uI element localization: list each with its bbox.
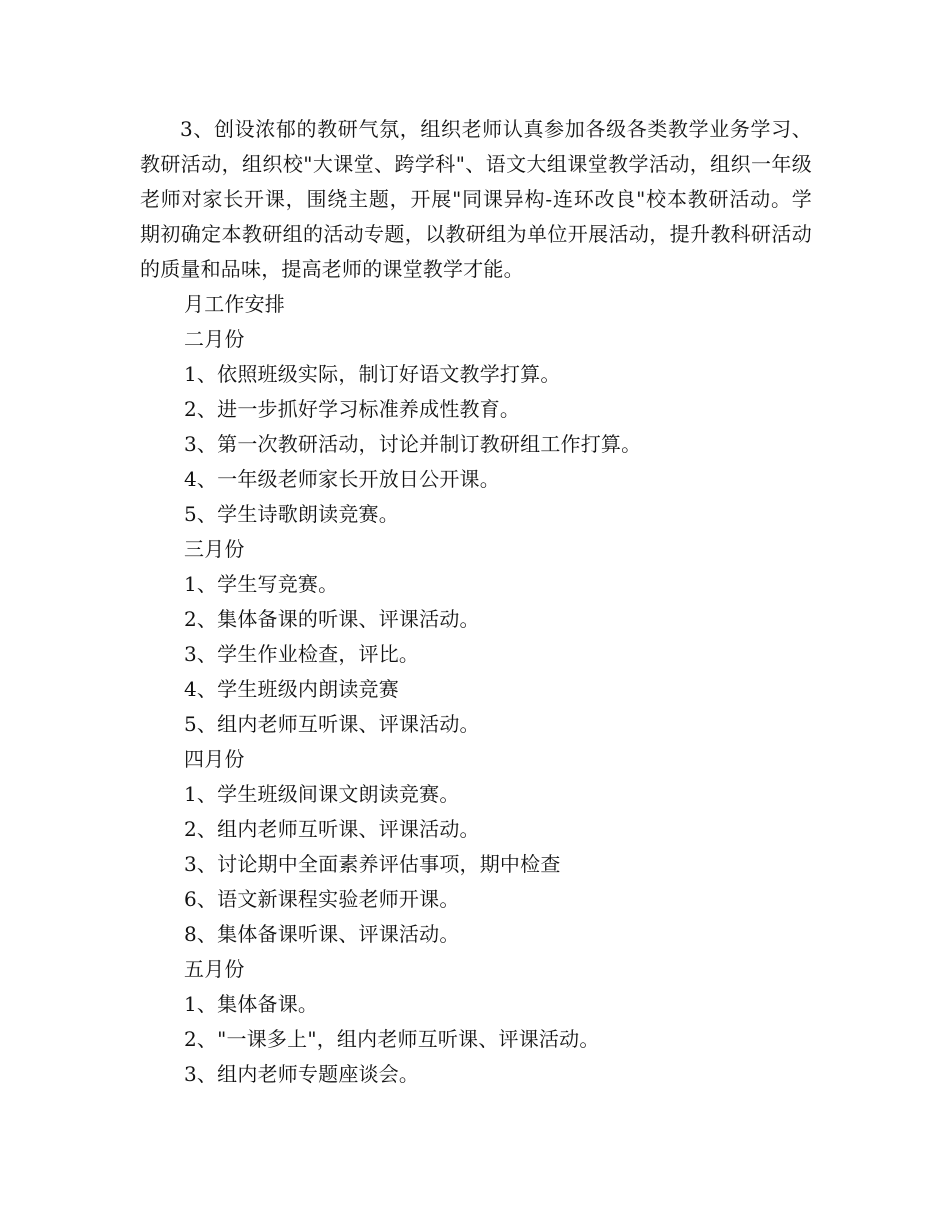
list-item: 3、学生作业检查，评比。 (184, 642, 420, 666)
month-heading-february: 二月份 (184, 327, 245, 351)
list-item: 4、一年级老师家长开放日公开课。 (184, 467, 500, 491)
list-item: 1、学生写竞赛。 (184, 572, 339, 596)
list-item: 5、组内老师互听课、评课活动。 (184, 712, 480, 736)
list-item: 3、讨论期中全面素养评估事项，期中检查 (184, 852, 561, 876)
list-item: 2、"一课多上"，组内老师互听课、评课活动。 (184, 1027, 600, 1051)
list-item: 2、集体备课的听课、评课活动。 (184, 607, 480, 631)
list-item: 4、学生班级内朗读竞赛 (184, 677, 399, 701)
section-heading-monthly-plan: 月工作安排 (184, 292, 285, 316)
list-item: 2、进一步抓好学习标准养成性教育。 (184, 397, 521, 421)
document-page (140, 112, 812, 1092)
list-item: 1、依照班级实际，制订好语文教学打算。 (184, 362, 561, 386)
list-item: 8、集体备课听课、评课活动。 (184, 922, 460, 946)
list-item: 1、集体备课。 (184, 992, 319, 1016)
list-item: 2、组内老师互听课、评课活动。 (184, 817, 480, 841)
list-item: 1、学生班级间课文朗读竞赛。 (184, 782, 460, 806)
month-heading-march: 三月份 (184, 537, 245, 561)
list-item: 3、组内老师专题座谈会。 (184, 1062, 420, 1086)
month-heading-april: 四月份 (184, 747, 245, 771)
month-heading-may: 五月份 (184, 957, 245, 981)
intro-paragraph: 3、创设浓郁的教研气氛，组织老师认真参加各级各类教学业务学习、教研活动，组织校"大课堂、跨学科"、语文大组课堂教学活动，组织一年级老师对家长开课，围绕主题，开展"同课异构-连环改良"校本教研活动。学期初确定本教研组的活动专题，以教研组为单位开展活动，提升教科研活动的质量和品味，提高老师的课堂教学才能。 (140, 117, 812, 281)
list-item: 3、第一次教研活动，讨论并制订教研组工作打算。 (184, 432, 642, 456)
list-item: 5、学生诗歌朗读竞赛。 (184, 502, 399, 526)
list-item: 6、语文新课程实验老师开课。 (184, 887, 460, 911)
